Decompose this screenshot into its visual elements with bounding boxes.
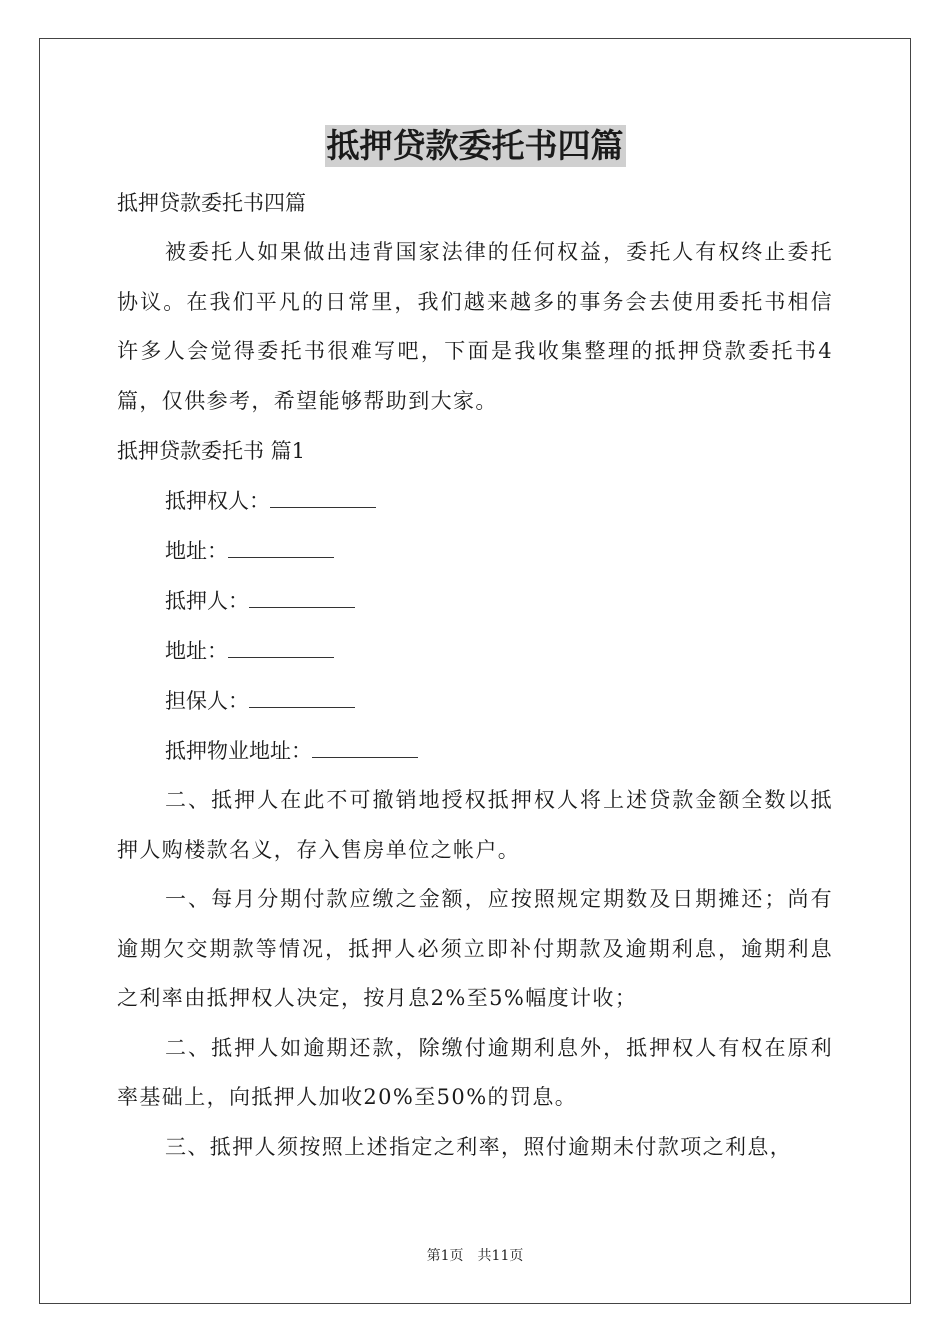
fill-blank: [228, 641, 334, 658]
intro-paragraph: 被委托人如果做出违背国家法律的任何权益，委托人有权终止委托协议。在我们平凡的日常里，我们越来越多的事务会去使用委托书相信许多人会觉得委托书很难写吧，下面是我收集整理的抵押贷款委托书4篇，仅供参考，希望能够帮助到大家。: [117, 240, 833, 413]
clause-paragraph: 二、抵押人如逾期还款，除缴付逾期利息外，抵押权人有权在原利率基础上，向抵押人加收20%至50%的罚息。: [117, 1035, 833, 1109]
field-label: 地址：: [165, 639, 228, 663]
fill-blank: [312, 741, 418, 758]
fill-blank: [270, 491, 376, 508]
section-heading: 抵押贷款委托书 篇1: [117, 439, 306, 463]
fill-blank: [249, 591, 355, 608]
document-title: 抵押贷款委托书四篇: [326, 126, 624, 165]
field-label: 抵押物业地址：: [165, 739, 312, 763]
clause-paragraph: 一、每月分期付款应缴之金额，应按照规定期数及日期摊还；尚有逾期欠交期款等情况，抵押人必须立即补付期款及逾期利息，逾期利息之利率由抵押权人决定，按月息2%至5%幅度计收；: [117, 887, 833, 1010]
field-guarantor: [117, 676, 833, 726]
field-label: 地址：: [165, 539, 228, 563]
document-body: [117, 178, 833, 1172]
clause-paragraph: 二、抵押人在此不可撤销地授权抵押权人将上述贷款金额全数以抵押人购楼款名义，存入售房单位之帐户。: [117, 788, 833, 862]
page-footer: 第1页 共11页: [426, 1248, 524, 1264]
document-subtitle: 抵押贷款委托书四篇: [117, 191, 306, 215]
field-mortgagee: [117, 476, 833, 526]
fill-blank: [249, 691, 355, 708]
field-label: 抵押人：: [165, 589, 249, 613]
clause-paragraph: 三、抵押人须按照上述指定之利率，照付逾期未付款项之利息，: [165, 1134, 793, 1159]
field-label: 抵押权人：: [165, 489, 270, 513]
field-property-address: [117, 726, 833, 776]
field-mortgagee-address: [117, 526, 833, 576]
field-label: 担保人：: [165, 689, 249, 713]
fill-blank: [228, 541, 334, 558]
field-mortgagor: [117, 576, 833, 626]
title-container: [0, 125, 950, 167]
field-mortgagor-address: [117, 626, 833, 676]
